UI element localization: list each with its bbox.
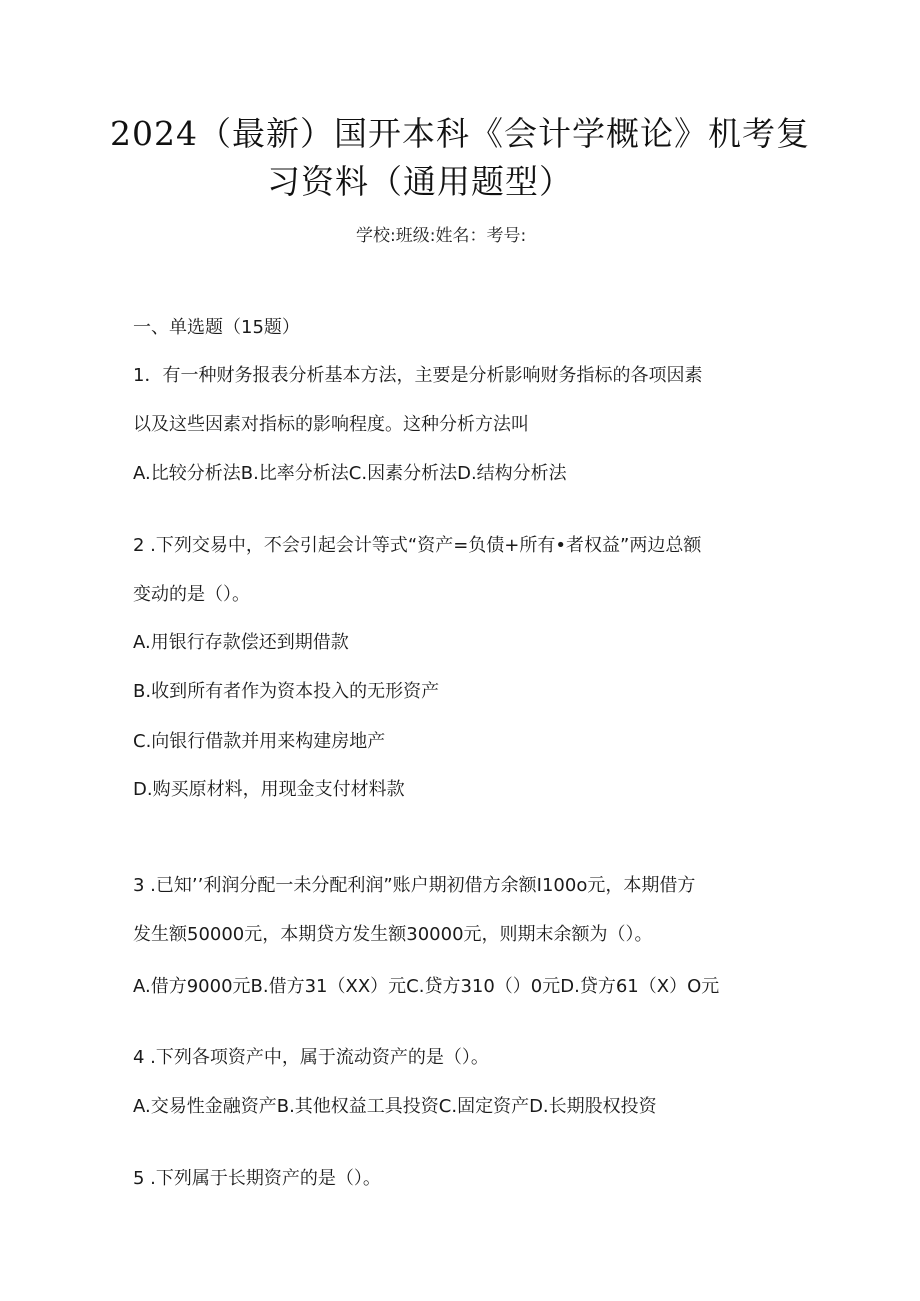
document-title-line-1: 2024（最新）国开本科《会计学概论》机考复 xyxy=(110,114,810,153)
question-2-option-c: C.向银行借款并用来构建房地产 xyxy=(133,731,386,752)
question-2-option-b: B.收到所有者作为资本投入的无形资产 xyxy=(133,681,440,702)
student-info-line: 学校:班级:姓名：考号: xyxy=(356,226,527,246)
question-1-stem-line-2: 以及这些因素对指标的影响程度。这种分析方法叫 xyxy=(133,414,529,435)
question-2-stem-line-1: 2 .下列交易中，不会引起会计等式“资产=负债+所有•者权益”两边总额 xyxy=(133,535,702,556)
question-5-stem: 5 .下列属于长期资产的是（）。 xyxy=(133,1168,381,1189)
question-2-option-d: D.购买原材料，用现金支付材料款 xyxy=(133,779,405,800)
question-1-stem-line-1: 1．有一种财务报表分析基本方法，主要是分析影响财务指标的各项因素 xyxy=(133,365,703,386)
question-3-stem-line-1: 3 .已知’’利润分配一未分配利润”账户期初借方余额I100o元，本期借方 xyxy=(133,875,696,896)
question-2-option-a: A.用银行存款偿还到期借款 xyxy=(133,632,349,653)
question-3-options: A.借方9000元B.借方31（XX）元C.贷方310（）0元D.贷方61（X）O元 xyxy=(133,976,720,997)
document-title-line-2: 习资料（通用题型） xyxy=(267,162,573,201)
section-heading: 一、单选题（15题） xyxy=(133,317,300,338)
question-4-stem: 4 .下列各项资产中，属于流动资产的是（）。 xyxy=(133,1047,489,1068)
question-1-options: A.比较分析法B.比率分析法C.因素分析法D.结构分析法 xyxy=(133,463,567,484)
question-3-stem-line-2: 发生额50000元，本期贷方发生额30000元，则期末余额为（）。 xyxy=(133,924,653,945)
question-2-stem-line-2: 变动的是（）。 xyxy=(133,584,250,605)
question-4-options: A.交易性金融资产B.其他权益工具投资C.固定资产D.长期股权投资 xyxy=(133,1096,657,1117)
